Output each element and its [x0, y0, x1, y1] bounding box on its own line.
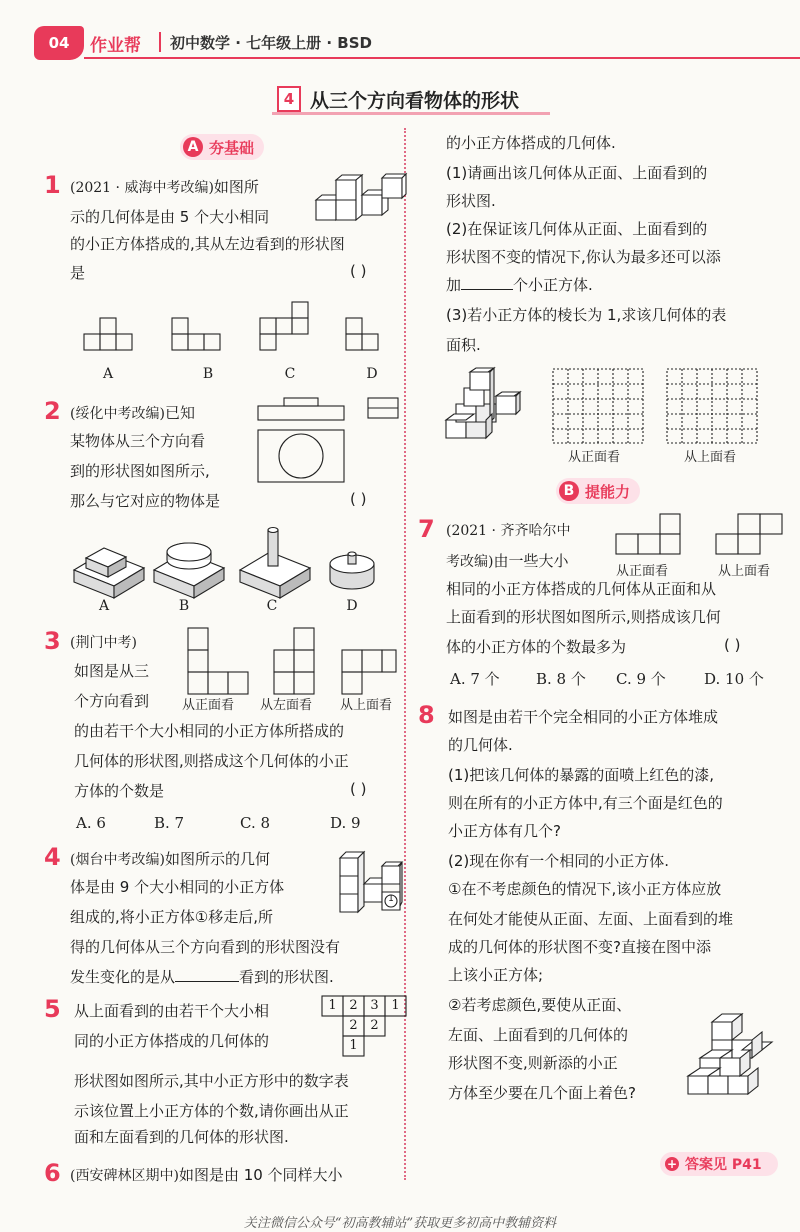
q7-line-2 — [446, 546, 568, 577]
q6-line-1 — [70, 1160, 343, 1191]
q4-number: 4 — [44, 843, 61, 871]
q4-text-5: 发生变化的是从 — [70, 968, 176, 986]
q1-option-d: D — [366, 366, 378, 382]
q6-sub2c-a: 加 — [446, 276, 462, 294]
q6-top-view-grid[interactable] — [666, 368, 758, 444]
q6-number: 6 — [44, 1159, 61, 1187]
q5-grid-cell: 2 — [349, 1018, 358, 1033]
part-a-title: 夯基础 — [209, 138, 255, 157]
q7-choice-c: C. 9 个 — [616, 670, 666, 688]
brand-name: 作业帮 — [90, 36, 141, 56]
q4-text-3: 组成的,将小正方体①移走后,所 — [70, 908, 273, 926]
q2-option-c: C — [266, 598, 278, 614]
q1-option-c: C — [284, 366, 296, 382]
q1-text-2: 示的几何体是由 5 个大小相同 — [70, 208, 270, 226]
q8-text-14: 方体至少要在几个面上着色? — [448, 1084, 636, 1102]
q6-text-1: 如图是由 10 个同样大小 — [178, 1166, 343, 1184]
q5-text-3: 形状图如图所示,其中小正方形中的数字表 — [74, 1072, 349, 1090]
q3-answer-paren: ( ) — [350, 780, 367, 798]
q7-text-3: 上面看到的形状图如图所示,则搭成该几何 — [446, 608, 721, 626]
q6-sub3b: 面积. — [446, 336, 481, 354]
q2-source: (绥化中考改编) — [70, 406, 165, 422]
section-title: 从三个方向看物体的形状 — [310, 90, 520, 112]
q3-label-left: 从左面看 — [260, 698, 313, 713]
q6-sub1: (1)请画出该几何体从正面、上面看到的 — [446, 164, 708, 182]
q3-text-1: 如图是从三 — [74, 662, 150, 680]
q1-option-figures — [84, 312, 394, 356]
course-title: 初中数学 · 七年级上册 · BSD — [170, 34, 372, 52]
q3-text-3: 的由若干个大小相同的小正方体所搭成的 — [74, 722, 345, 740]
answer-reference[interactable] — [660, 1152, 778, 1176]
q7-source-2: 考改编) — [446, 554, 494, 570]
q8-solid-figure[interactable] — [686, 1000, 782, 1096]
q2-text-4: 那么与它对应的物体是 — [70, 492, 221, 510]
q5-grid-cell: 2 — [370, 1018, 379, 1033]
part-b-heading — [556, 478, 640, 504]
q6-text-2: 的小正方体搭成的几何体. — [446, 134, 616, 152]
q3-label-front: 从正面看 — [182, 698, 235, 713]
q6-sub2c-b: 个小正方体. — [513, 276, 593, 294]
q2-line-1 — [70, 398, 195, 429]
q8-text-9: 成的几何体的形状图不变?直接在图中添 — [448, 938, 711, 956]
q2-option-solids — [72, 520, 392, 600]
q8-text-4: 则在所有的小正方体中,有三个面是红色的 — [448, 794, 723, 812]
q6-label-front: 从正面看 — [568, 450, 621, 465]
q8-number: 8 — [418, 701, 435, 729]
q2-option-a: A — [98, 598, 110, 614]
q8-text-5: 小正方体有几个? — [448, 822, 561, 840]
q3-choice-d: D. 9 — [330, 814, 361, 832]
q5-grid-cell: 3 — [370, 998, 379, 1013]
answer-reference-text: 答案见 P41 — [685, 1157, 762, 1173]
q1-source: (2021 · 威海中考改编) — [70, 180, 214, 196]
q7-answer-paren: ( ) — [724, 636, 741, 654]
section-underline — [272, 112, 550, 115]
q7-choice-b: B. 8 个 — [536, 670, 586, 688]
page-number-badge: 04 — [34, 26, 84, 60]
q5-text-1: 从上面看到的由若干个大小相 — [74, 1002, 270, 1020]
q3-view-figures — [186, 628, 396, 694]
q7-text-1: 由一些大小 — [493, 552, 569, 570]
q1-text-3: 的小正方体搭成的,其从左边看到的形状图 — [70, 235, 345, 253]
q1-text-4: 是 — [70, 264, 86, 282]
q2-text-1: 已知 — [164, 404, 195, 422]
q7-source-1: (2021 · 齐齐哈尔中 — [446, 523, 571, 539]
q8-text-7: ①在不考虑颜色的情况下,该小正方体应放 — [448, 880, 722, 898]
q6-sub2: (2)在保证该几何体从正面、上面看到的 — [446, 220, 708, 238]
q4-text-4: 得的几何体从三个方向看到的形状图没有 — [70, 938, 341, 956]
q6-sub2b: 形状图不变的情况下,你认为最多还可以添 — [446, 248, 721, 266]
q3-text-4: 几何体的形状图,则搭成这个几何体的小正 — [74, 752, 349, 770]
q5-text-4: 示该位置上小正方体的个数,请你画出从正 — [74, 1102, 349, 1120]
q8-text-1: 如图是由若干个完全相同的小正方体堆成 — [448, 708, 719, 726]
q8-text-13: 形状图不变,则新添的小正 — [448, 1054, 618, 1072]
q2-option-b: B — [178, 598, 190, 614]
section-number: 4 — [277, 86, 301, 112]
q8-text-2: 的几何体. — [448, 736, 513, 754]
header-rule — [84, 57, 800, 59]
q7-choice-d: D. 10 个 — [704, 670, 764, 688]
q1-option-b: B — [202, 366, 214, 382]
q2-text-2: 某物体从三个方向看 — [70, 432, 206, 450]
q7-text-2: 相同的小正方体搭成的几何体从正面和从 — [446, 580, 717, 598]
q5-grid-cell: 1 — [349, 1038, 358, 1053]
q2-number: 2 — [44, 397, 61, 425]
q6-source: (西安碑林区期中) — [70, 1168, 179, 1184]
q7-view-figures — [616, 514, 782, 558]
q6-label-top: 从上面看 — [684, 450, 737, 465]
q3-label-top: 从上面看 — [340, 698, 393, 713]
q2-text-3: 到的形状图如图所示, — [70, 462, 210, 480]
q7-text-4: 体的小正方体的个数最多为 — [446, 638, 627, 656]
q5-text-5: 面和左面看到的几何体的形状图. — [74, 1128, 289, 1146]
part-a-letter: A — [183, 137, 203, 157]
q4-cube-marker: 1 — [388, 894, 394, 904]
q3-text-5: 方体的个数是 — [74, 782, 165, 800]
q4-text-1: 如图所示的几何 — [164, 850, 270, 868]
q8-text-11: ②若考虑颜色,要使从正面、 — [448, 996, 632, 1014]
q7-choice-a: A. 7 个 — [450, 670, 500, 688]
q3-source: (荆门中考) — [70, 635, 137, 651]
q3-number: 3 — [44, 627, 61, 655]
q7-label-top: 从上面看 — [718, 564, 771, 579]
q8-text-10: 上该小正方体; — [448, 966, 544, 984]
q8-text-6: (2)现在你有一个相同的小正方体. — [448, 852, 670, 870]
q3-choice-c: C. 8 — [240, 814, 271, 832]
q1-text-1: 如图所 — [213, 178, 259, 196]
q5-grid-cell: 1 — [391, 998, 400, 1013]
q8-text-12: 左面、上面看到的几何体的 — [448, 1026, 629, 1044]
q6-solid-figure — [446, 368, 532, 442]
part-b-title: 提能力 — [585, 482, 631, 501]
q6-sub3: (3)若小正方体的棱长为 1,求该几何体的表 — [446, 306, 727, 324]
q4-source: (烟台中考改编) — [70, 852, 165, 868]
q3-text-2: 个方向看到 — [74, 692, 150, 710]
q3-choice-b: B. 7 — [154, 814, 185, 832]
q2-answer-paren: ( ) — [350, 490, 367, 508]
q2-option-d: D — [346, 598, 358, 614]
q6-sub2c — [446, 270, 593, 300]
q6-front-view-grid[interactable] — [552, 368, 644, 444]
q4-text-2: 体是由 9 个大小相同的小正方体 — [70, 878, 285, 896]
q4-answer-blank[interactable] — [175, 963, 239, 982]
q7-number: 7 — [418, 515, 435, 543]
q7-label-front: 从正面看 — [616, 564, 669, 579]
q3-choice-a: A. 6 — [76, 814, 106, 832]
q4-text-tail: 看到的形状图. — [239, 968, 334, 986]
plus-icon: + — [666, 1157, 678, 1171]
part-a-heading — [180, 134, 264, 160]
q6-answer-blank[interactable] — [461, 271, 513, 290]
q4-line-5 — [70, 962, 334, 992]
q5-grid-cell: 2 — [349, 998, 358, 1013]
q5-grid-cell: 1 — [328, 998, 337, 1013]
header-separator — [159, 32, 161, 52]
part-b-letter: B — [559, 481, 579, 501]
q2-three-views — [258, 396, 398, 486]
q1-answer-paren: ( ) — [350, 262, 367, 280]
q1-line-1 — [70, 172, 259, 203]
q5-number: 5 — [44, 995, 61, 1023]
q1-number: 1 — [44, 171, 61, 199]
footer-note: 关注微信公众号“初高教辅站”获取更多初高中教辅资料 — [243, 1216, 557, 1231]
q1-option-a: A — [102, 366, 114, 382]
q8-text-8: 在何处才能使从正面、左面、上面看到的堆 — [448, 910, 734, 928]
q4-line-1 — [70, 844, 270, 875]
q8-text-3: (1)把该几何体的暴露的面喷上红色的漆, — [448, 766, 715, 784]
q1-solid-figure — [316, 170, 406, 230]
q6-sub1b: 形状图. — [446, 192, 496, 210]
q5-text-2: 同的小正方体搭成的几何体的 — [74, 1032, 270, 1050]
